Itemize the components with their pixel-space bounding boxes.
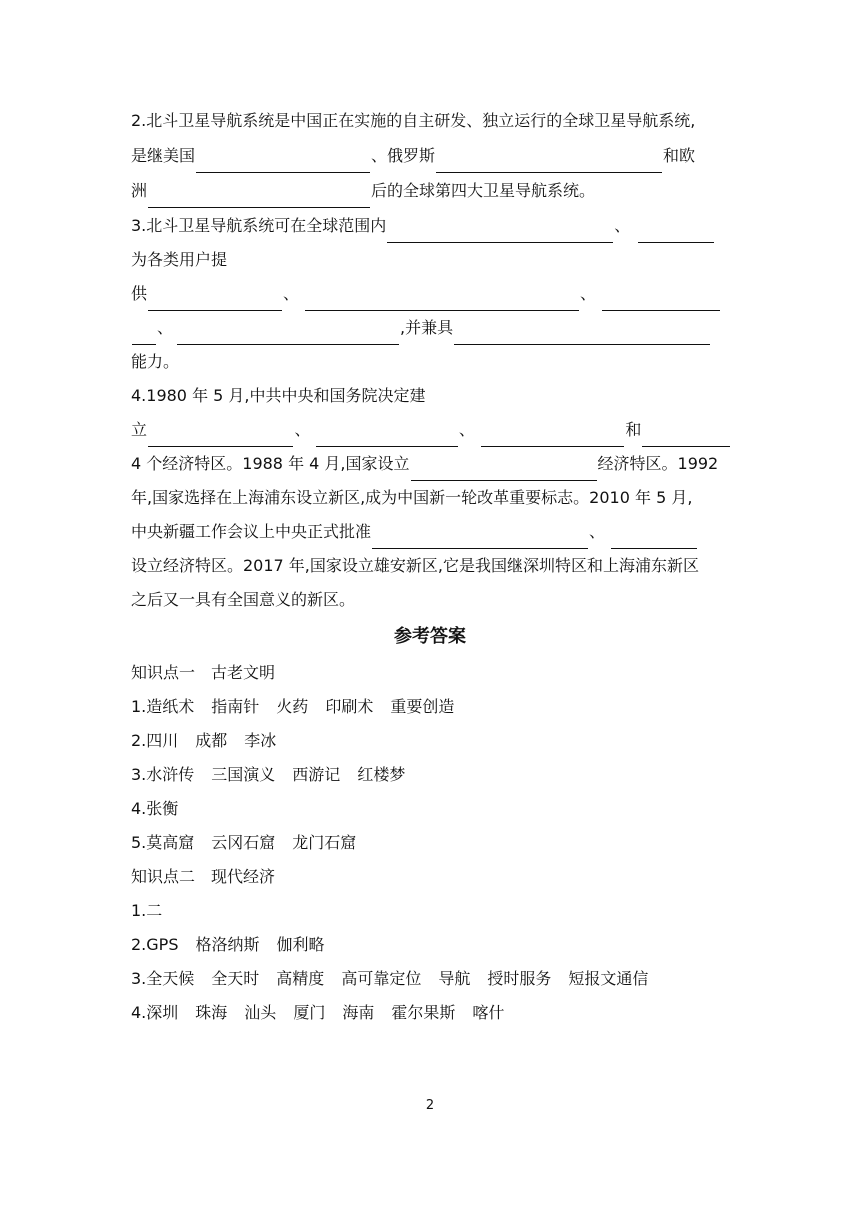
page-number: 2	[425, 1098, 435, 1113]
answer-row	[131, 996, 521, 1030]
answer-title: 参考答案	[394, 626, 466, 647]
q3-text: 3.北斗卫星导航系统可在全球范围内	[131, 216, 387, 235]
answer-item: 火药	[276, 697, 309, 716]
answer-item: 云冈石窟	[211, 833, 276, 852]
fill-blank[interactable]	[642, 424, 730, 447]
fill-blank[interactable]	[481, 424, 624, 447]
q4-text: 4.1980 年 5 月,中共中央和国务院决定建	[131, 386, 426, 405]
q4-line-5	[131, 515, 731, 549]
q2-text: 洲	[131, 181, 148, 200]
q4-text: 经济特区。1992	[597, 454, 719, 473]
answer-row	[131, 928, 342, 962]
q3-line-3	[131, 277, 731, 311]
answer-item: 全天时	[211, 969, 260, 988]
q4-text: 、	[458, 420, 475, 439]
q2-text: 、俄罗斯	[371, 146, 436, 165]
fill-blank[interactable]	[454, 322, 710, 345]
fill-blank[interactable]	[196, 150, 370, 173]
answer-item: 海南	[342, 1003, 375, 1022]
q4-line-4	[131, 481, 731, 515]
q4-line-1	[131, 379, 731, 413]
q4-text: 设立经济特区。2017 年,国家设立雄安新区,它是我国继深圳特区和上海浦东新区	[131, 556, 699, 575]
q2-line-2	[131, 139, 731, 173]
section-heading: 知识点二 现代经济	[131, 867, 276, 886]
answer-row	[131, 962, 665, 996]
fill-blank[interactable]	[602, 288, 720, 311]
q3-text: ,并兼具	[400, 318, 454, 337]
section-heading: 知识点一 古老文明	[131, 663, 276, 682]
q3-text: 、	[283, 284, 300, 303]
q4-text: 之后又一具有全国意义的新区。	[131, 590, 356, 609]
answer-item: 三国演义	[211, 765, 276, 784]
answer-item: 印刷术	[325, 697, 374, 716]
fill-blank[interactable]	[132, 322, 156, 345]
fill-blank[interactable]	[305, 288, 579, 311]
answer-item: 厦门	[293, 1003, 326, 1022]
answer-item: 高可靠定位	[341, 969, 422, 988]
answer-item: 红楼梦	[357, 765, 406, 784]
fill-blank[interactable]	[148, 424, 293, 447]
q4-text: 、	[589, 522, 606, 541]
q2-text: 2.北斗卫星导航系统是中国正在实施的自主研发、独立运行的全球卫星导航系统,	[131, 111, 696, 130]
q2-line-3	[131, 174, 731, 208]
q3-text: 、	[157, 318, 174, 337]
answer-item: 霍尔果斯	[391, 1003, 456, 1022]
answer-item: 龙门石窟	[292, 833, 357, 852]
answer-row	[131, 758, 422, 792]
q2-line-1	[131, 104, 731, 138]
fill-blank[interactable]	[436, 150, 662, 173]
fill-blank[interactable]	[611, 526, 697, 549]
q4-text: 中央新疆工作会议上中央正式批准	[131, 522, 372, 541]
answer-item: 1.二	[131, 901, 163, 920]
fill-blank[interactable]	[387, 220, 613, 243]
q4-line-2	[131, 413, 731, 447]
q3-line-1	[131, 209, 731, 243]
q4-text: 、	[294, 420, 311, 439]
answer-item: 李冰	[244, 731, 277, 750]
answer-item: 高精度	[276, 969, 325, 988]
answer-item: 珠海	[195, 1003, 228, 1022]
fill-blank[interactable]	[638, 220, 714, 243]
answer-item: 西游记	[292, 765, 341, 784]
answer-item: 3.全天候	[131, 969, 195, 988]
q3-line-5	[131, 345, 731, 379]
q3-line-2	[131, 243, 731, 277]
answer-item: 成都	[195, 731, 228, 750]
answer-row	[131, 724, 293, 758]
answer-item: 2.四川	[131, 731, 179, 750]
answer-item: 2.GPS	[131, 935, 179, 954]
fill-blank[interactable]	[411, 458, 597, 481]
answer-item: 4.深圳	[131, 1003, 179, 1022]
q4-text: 年,国家选择在上海浦东设立新区,成为中国新一轮改革重要标志。2010 年 5 月,	[131, 488, 693, 507]
answer-item: 3.水浒传	[131, 765, 195, 784]
q2-text: 和欧	[663, 146, 696, 165]
fill-blank[interactable]	[148, 288, 282, 311]
q3-text: 为各类用户提	[131, 250, 228, 269]
answer-item: 喀什	[472, 1003, 505, 1022]
q2-text: 后的全球第四大卫星导航系统。	[371, 181, 596, 200]
fill-blank[interactable]	[148, 185, 370, 208]
q4-line-7	[131, 583, 731, 617]
q3-text: 能力。	[131, 352, 180, 371]
fill-blank[interactable]	[316, 424, 457, 447]
q4-line-6	[131, 549, 731, 583]
answer-row	[131, 826, 373, 860]
q3-line-4	[131, 311, 731, 345]
q3-text: 、	[614, 216, 631, 235]
q3-text: 、	[580, 284, 597, 303]
answer-item: 5.莫高窟	[131, 833, 195, 852]
answer-item: 格洛纳斯	[195, 935, 260, 954]
answer-item: 授时服务	[487, 969, 552, 988]
answer-item: 导航	[438, 969, 471, 988]
fill-blank[interactable]	[177, 322, 399, 345]
answer-item: 指南针	[211, 697, 260, 716]
q4-text: 立	[131, 420, 148, 439]
q4-text: 4 个经济特区。1988 年 4 月,国家设立	[131, 454, 410, 473]
answer-row	[131, 792, 195, 826]
q2-text: 是继美国	[131, 146, 196, 165]
answer-item: 重要创造	[390, 697, 455, 716]
answer-item: 短报文通信	[568, 969, 649, 988]
fill-blank[interactable]	[372, 526, 588, 549]
answer-row	[131, 690, 471, 724]
q3-text: 供	[131, 284, 148, 303]
q4-line-3	[131, 447, 731, 481]
answer-row	[131, 894, 179, 928]
q4-text: 和	[625, 420, 642, 439]
answer-item: 4.张衡	[131, 799, 179, 818]
answer-item: 伽利略	[276, 935, 325, 954]
answer-item: 汕头	[244, 1003, 277, 1022]
answer-item: 1.造纸术	[131, 697, 195, 716]
